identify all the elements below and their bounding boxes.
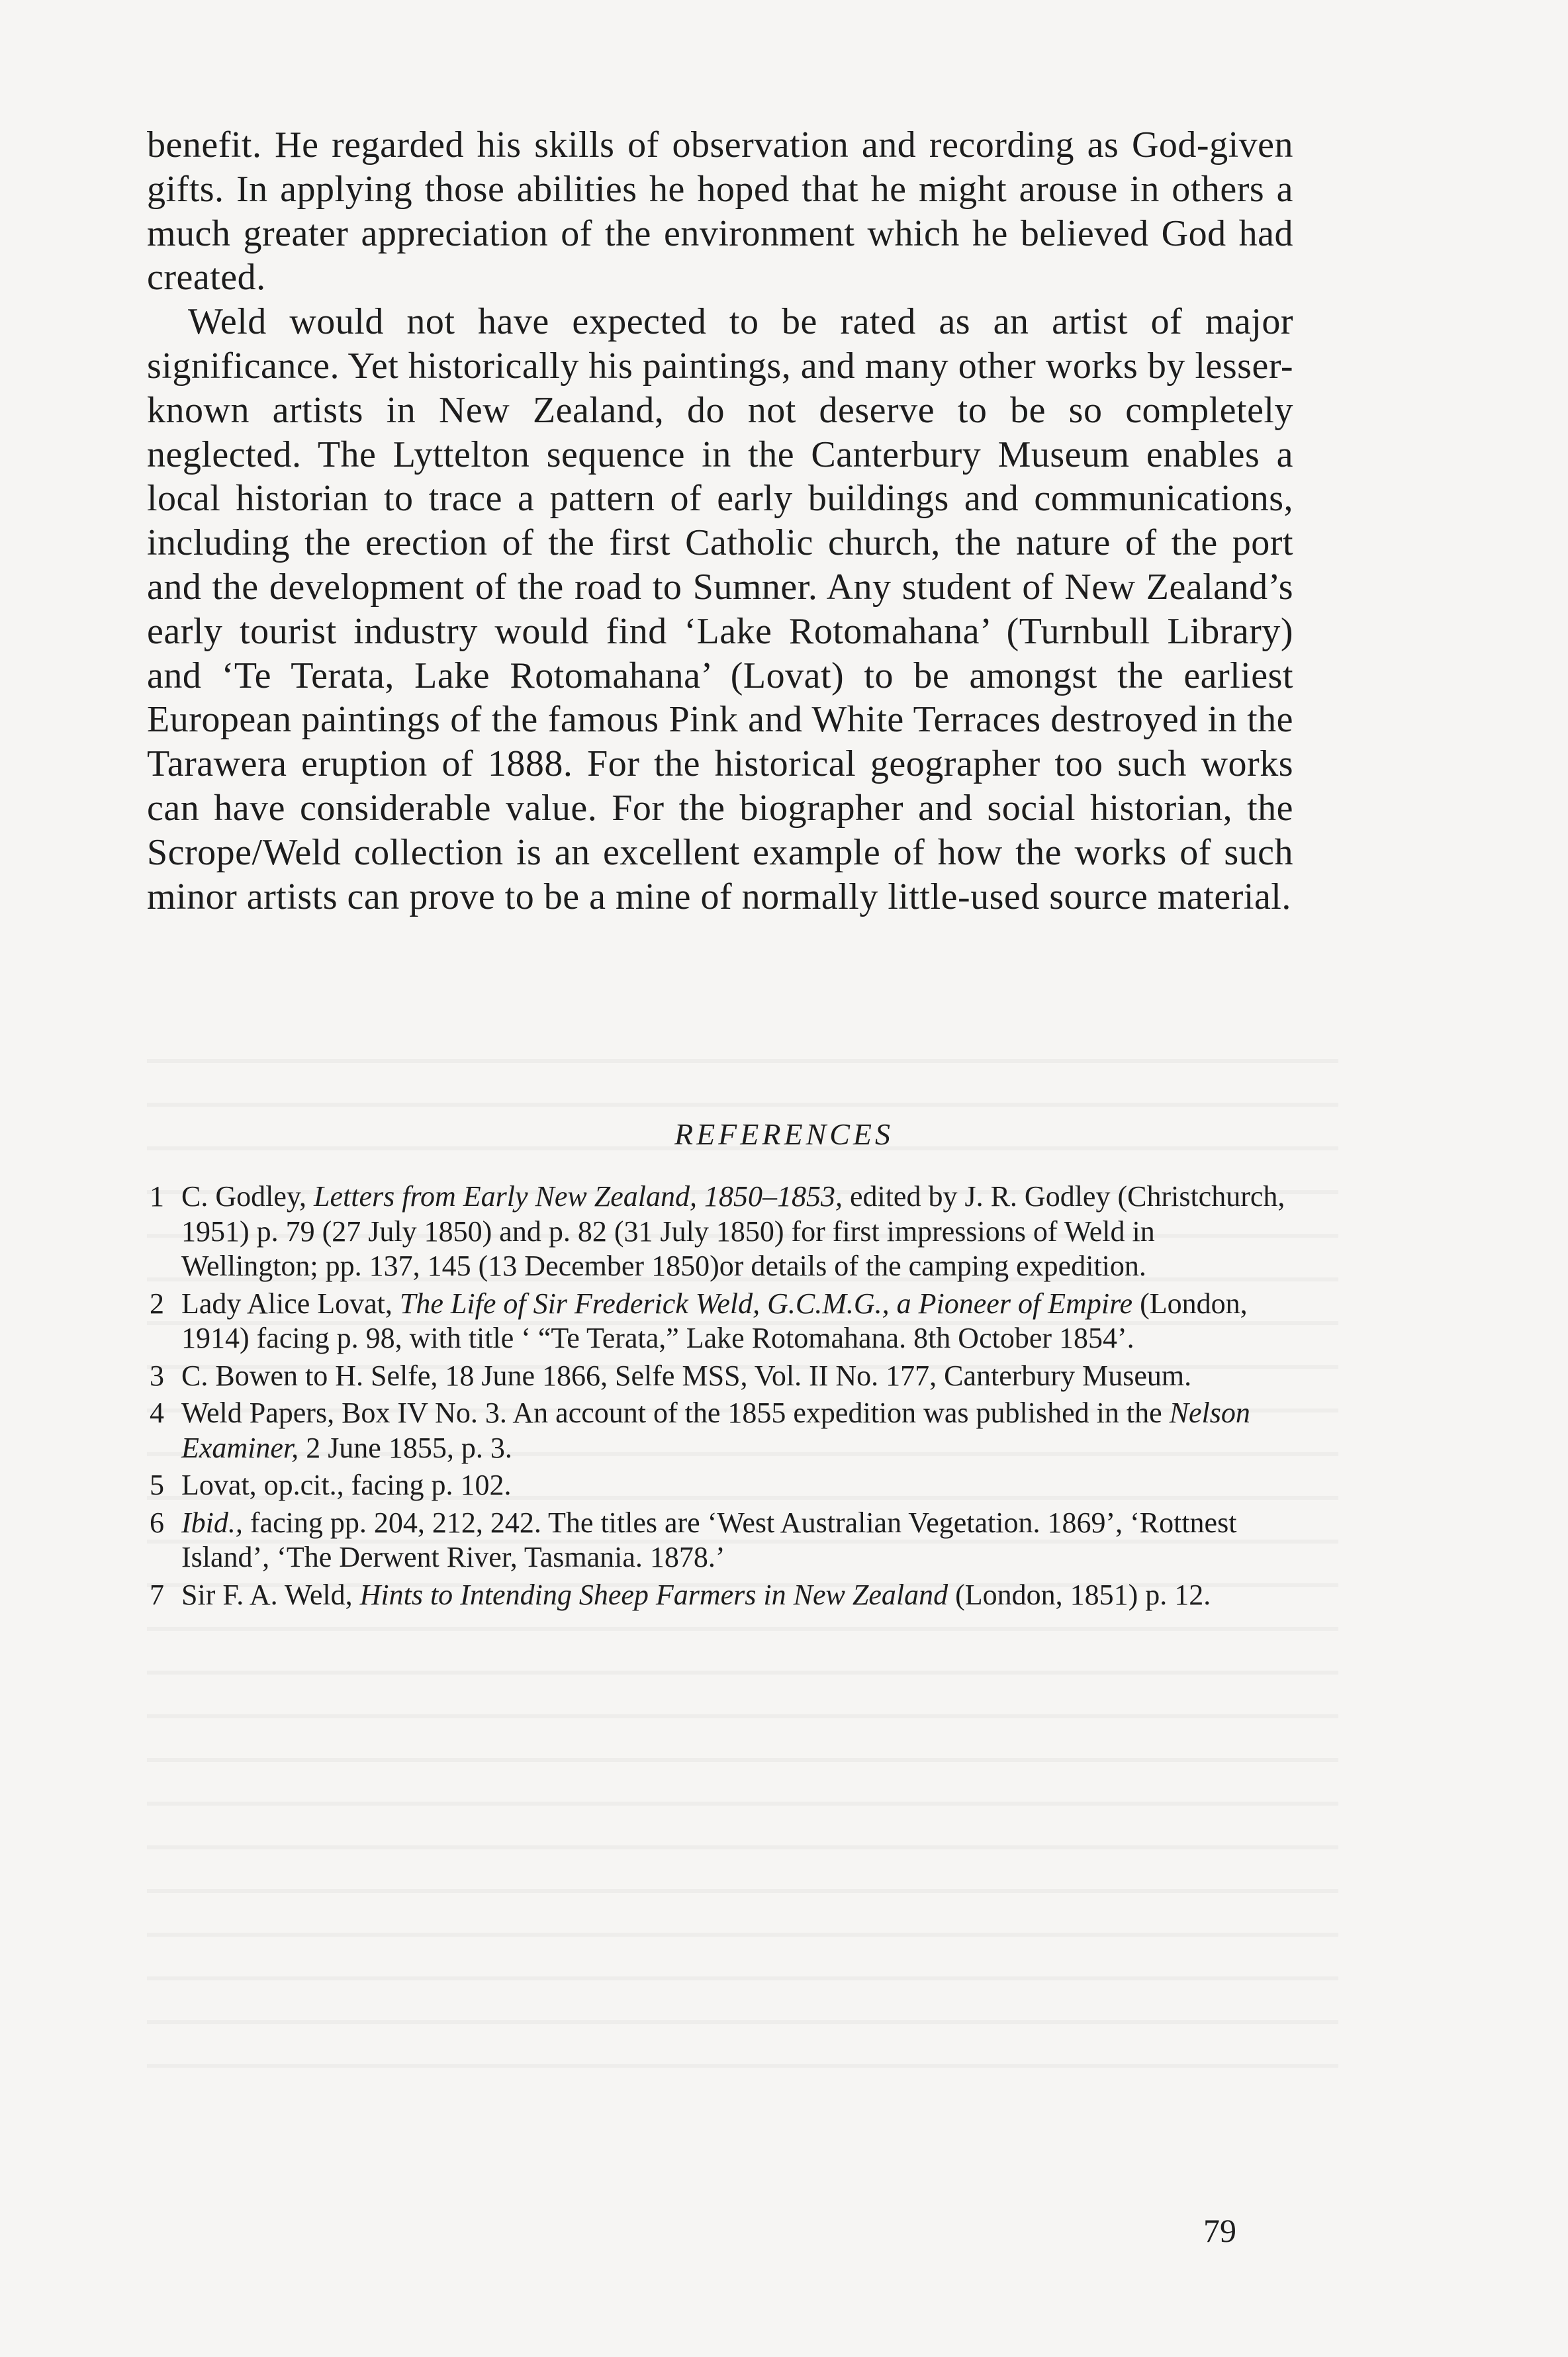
reference-number: 3	[150, 1359, 164, 1392]
reference-text: Lady Alice Lovat, The Life of Sir Frederick Weld, G.C.M.G., a Pioneer of Empire (London, 1914) facing p. 98, with title ‘ “Te Terata,” Lake Rotomahana. 8th October 1854’.	[181, 1287, 1248, 1354]
reference-title: Nelson Examiner,	[181, 1397, 1250, 1464]
reference-text: C. Bowen to H. Selfe, 18 June 1866, Selfe MSS, Vol. II No. 177, Canterbury Museum.	[181, 1359, 1192, 1392]
reference-text: Lovat, op.cit., facing p. 102.	[181, 1469, 512, 1501]
body-text	[147, 123, 1293, 919]
paragraph: Weld would not have expected to be rated as an artist of major significance. Yet historically his paintings, and many other works by lesser-known artists in New Zealand, do not deserve to be so completely neglected. The Lyttelton sequence in the Canterbury Museum enables a local historian to trace a pattern of early buildings and communications, including the erection of the first Catholic church, the nature of the port and the development of the road to Sumner. Any student of New Zealand’s early tourist industry would find ‘Lake Rotomahana’ (Turnbull Library) and ‘Te Terata, Lake Rotomahana’ (Lovat) to be amongst the earliest European paintings of the famous Pink and White Terraces destroyed in the Tarawera eruption of 1888. For the historical geographer too such works can have considerable value. For the biographer and social historian, the Scrope/Weld collection is an excellent example of how the works of such minor artists can prove to be a mine of normally little-used source material.	[147, 301, 1293, 917]
reference-item	[150, 1359, 1293, 1394]
reference-text: C. Godley, Letters from Early New Zealand, 1850–1853, edited by J. R. Godley (Christchurch, 1951) p. 79 (27 July 1850) and p. 82 (31 July 1850) for first impressions of Weld in Wellington; pp. 137, 145 (13 December 1850)or details of the camping expedition.	[181, 1180, 1285, 1282]
reference-item	[150, 1396, 1293, 1465]
reference-text: Ibid., facing pp. 204, 212, 242. The titles are ‘West Australian Vegetation. 1869’, ‘Rottnest Island’, ‘The Derwent River, Tasmania. 1878.’	[181, 1506, 1237, 1573]
reference-title: Hints to Intending Sheep Farmers in New Zealand	[359, 1578, 948, 1611]
reference-text: Weld Papers, Box IV No. 3. An account of the 1855 expedition was published in the Nelson Examiner, 2 June 1855, p. 3.	[181, 1397, 1250, 1464]
reference-number: 7	[150, 1578, 164, 1611]
reference-item	[150, 1578, 1293, 1613]
reference-number: 4	[150, 1397, 164, 1429]
reference-item	[150, 1179, 1293, 1284]
reference-item	[150, 1287, 1293, 1356]
reference-number: 2	[150, 1287, 164, 1320]
reference-item	[150, 1468, 1293, 1503]
reference-text: Sir F. A. Weld, Hints to Intending Sheep Farmers in New Zealand (London, 1851) p. 12.	[181, 1578, 1211, 1611]
reference-title: The Life of Sir Frederick Weld, G.C.M.G., a Pioneer of Empire	[399, 1287, 1133, 1320]
reference-title: Ibid.,	[181, 1506, 243, 1539]
page-number: 79	[1203, 2212, 1236, 2249]
references-heading: REFERENCES	[674, 1117, 894, 1151]
references-list	[150, 1179, 1293, 1615]
reference-number: 1	[150, 1180, 164, 1213]
reference-title: Letters from Early New Zealand, 1850–1853,	[314, 1180, 843, 1213]
reference-number: 5	[150, 1469, 164, 1501]
reference-item	[150, 1506, 1293, 1575]
reference-number: 6	[150, 1506, 164, 1539]
paragraph: benefit. He regarded his skills of observation and recording as God-given gifts. In applying those abilities he hoped that he might arouse in others a much greater appreciation of the environment which he believed God had created.	[147, 124, 1293, 299]
